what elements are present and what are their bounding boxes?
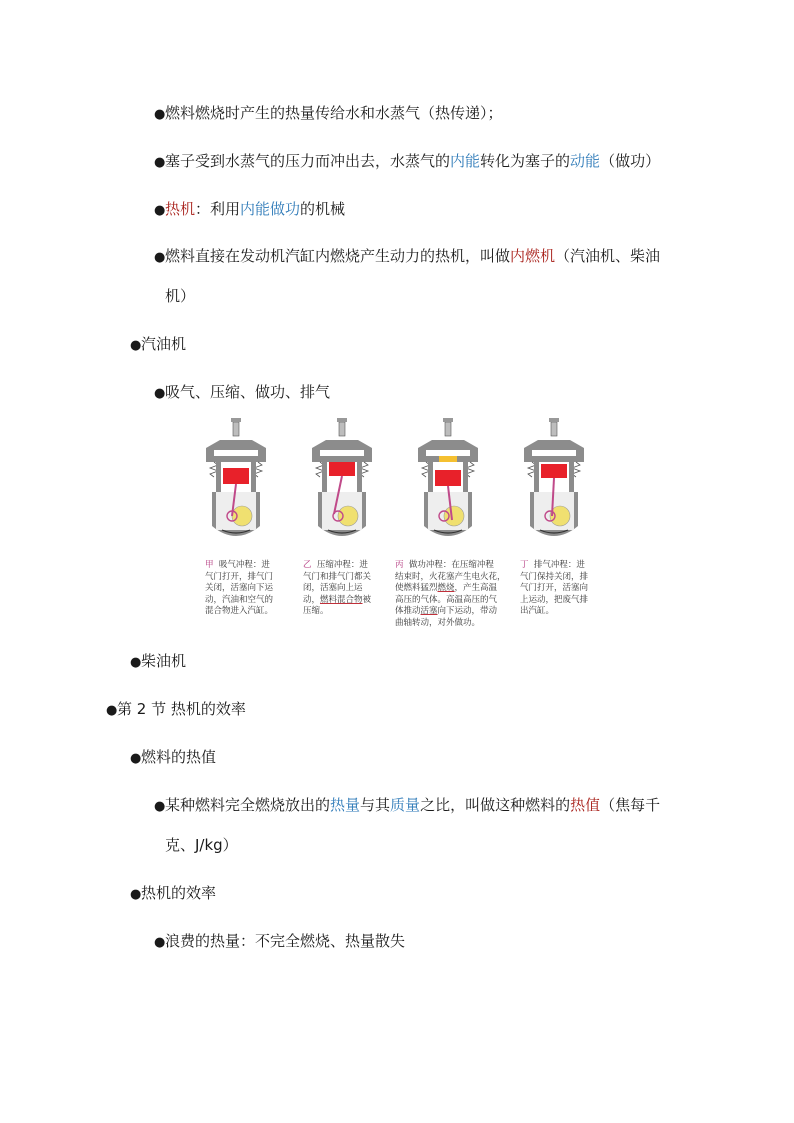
bullet-wasted-heat: ●浪费的热量：不完全燃烧、热量散失: [154, 932, 406, 950]
caption-exhaust: 丁 排气冲程：进 气门保持关闭，排 气门打开，活塞向 上运动，把废气排 出汽缸。: [520, 560, 589, 617]
bullet-heat-engine: ●热机：利用内能做功的机械: [154, 200, 346, 218]
bullet-heat-value-def-cont: 克、J/kg）: [165, 836, 238, 854]
keyword-internal-energy: 内能: [450, 152, 481, 170]
bullet-diesel-engine: ●柴油机: [130, 652, 187, 670]
caption-power: 丙 做功冲程：在压缩冲程 结束时，火花塞产生电火花， 使燃料猛烈燃烧，产生高温 高压的气体。高温高压的气 体推动活塞向下运动，带动 曲轴转动，对外做功。: [395, 560, 506, 628]
keyword-kinetic-energy: 动能: [570, 152, 601, 170]
caption-intake: 甲 吸气冲程：进 气门打开，排气门 关闭，活塞向下运 动，汽油和空气的 混合物进入汽缸。: [205, 560, 274, 617]
bullet-heat-value-def: ●某种燃料完全燃烧放出的热量与其质量之比，叫做这种燃料的热值（焦每千: [154, 796, 661, 814]
bullet-work: ●塞子受到水蒸气的压力而冲出去，水蒸气的内能转化为塞子的动能（做功）: [154, 152, 661, 170]
bullet-heat-transfer: ●燃料燃烧时产生的热量传给水和水蒸气（热传递）；: [154, 104, 503, 122]
engine-power: [418, 418, 478, 536]
bullet-section-2: ●第 2 节 热机的效率: [106, 700, 246, 718]
bullet-fuel-heat-value: ●燃料的热值: [130, 748, 217, 766]
engine-compression: [312, 418, 372, 536]
engine-exhaust: [524, 418, 584, 536]
bullet-engine-efficiency: ●热机的效率: [130, 884, 217, 902]
bullet-internal-combustion: ●燃料直接在发动机汽缸内燃烧产生动力的热机，叫做内燃机（汽油机、柴油: [154, 247, 661, 265]
bullet-gasoline-engine: ●汽油机: [130, 335, 187, 353]
bullet-four-strokes: ●吸气、压缩、做功、排气: [154, 383, 331, 401]
engine-intake: [206, 418, 266, 536]
caption-compression: 乙 压缩冲程：进 气门和排气门都关 闭，活塞向上运 动，燃料混合物被 压缩。: [303, 560, 372, 617]
bullet-internal-combustion-cont: 机）: [165, 287, 196, 305]
